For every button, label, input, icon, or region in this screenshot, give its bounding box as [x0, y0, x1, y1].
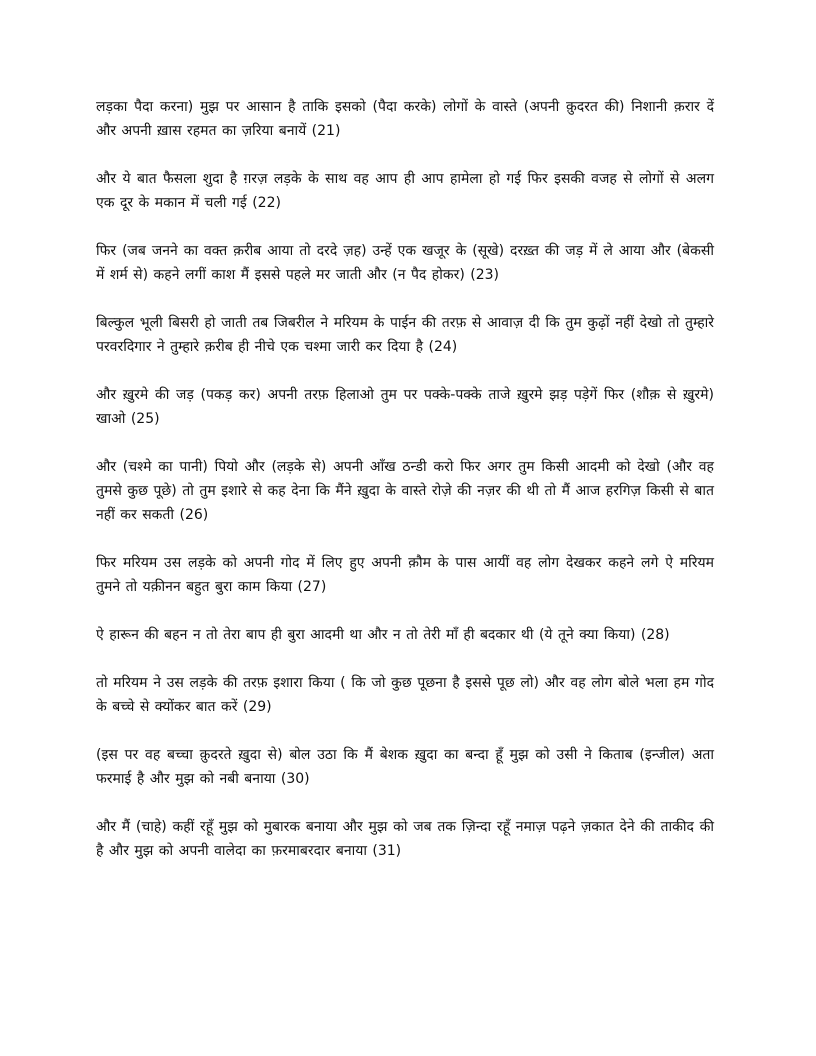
verse-21-paragraph: लड़का पैदा करना) मुझ पर आसान है ताकि इसको (पैदा करके) लोगों के वास्ते (अपनी क़ुदरत की) निशानी क़रार दें और अपनी ख़ास रहमत का ज़रिया बनायें (21): [96, 99, 714, 139]
verse-31-paragraph: और मैं (चाहे) कहीं रहूँ मुझ को मुबारक बनाया और मुझ को जब तक ज़िन्दा रहूँ नमाज़ पढ़ने ज़कात देने की ताकीद की है और मुझ को अपनी वालेदा का फ़रमाबरदार बनाया (31): [96, 819, 714, 859]
document-page: [96, 95, 714, 887]
verse-29-paragraph: तो मरियम ने उस लड़के की तरफ़ इशारा किया ( कि जो कुछ पूछना है इससे पूछ लो) और वह लोग बोले भला हम गोद के बच्चे से क्योंकर बात करें (29): [96, 675, 714, 715]
verse-28-paragraph: ऐ हारून की बहन न तो तेरा बाप ही बुरा आदमी था और न तो तेरी माँ ही बदकार थी (ये तूने क्या किया) (28): [96, 627, 670, 643]
verse-26-paragraph: और (चश्मे का पानी) पियो और (लड़के से) अपनी आँख ठन्डी करो फिर अगर तुम किसी आदमी को देखो (और वह तुमसे कुछ पूछे) तो तुम इशारे से कह देना कि मैंने ख़ुदा के वास्ते रोज़े की नज़र की थी तो मैं आज हरगिज़ किसी से बात नहीं कर सकती (26): [96, 459, 714, 523]
verse-23-paragraph: फिर (जब जनने का वक्त क़रीब आया तो दरदे ज़ह) उन्हें एक खजूर के (सूखे) दरख़्त की जड़ में ले आया और (बेकसी में शर्म से) कहने लगीं काश मैं इससे पहले मर जाती और (न पैद होकर) (23): [96, 243, 714, 283]
verse-22-paragraph: और ये बात फैसला शुदा है ग़रज़ लड़के के साथ वह आप ही आप हामेला हो गई फिर इसकी वजह से लोगों से अलग एक दूर के मकान में चली गई (22): [96, 171, 714, 211]
verse-30-paragraph: (इस पर वह बच्चा क़ुदरते ख़ुदा से) बोल उठा कि मैं बेशक ख़ुदा का बन्दा हूँ मुझ को उसी ने किताब (इन्जील) अता फरमाई है और मुझ को नबी बनाया (30): [96, 747, 714, 787]
verse-27-paragraph: फिर मरियम उस लड़के को अपनी गोद में लिए हुए अपनी क़ौम के पास आयीं वह लोग देखकर कहने लगे ऐ मरियम तुमने तो यक़ीनन बहुत बुरा काम किया (27): [96, 555, 714, 595]
verse-25-paragraph: और ख़ुरमे की जड़ (पकड़ कर) अपनी तरफ़ हिलाओ तुम पर पक्के-पक्के ताजे ख़ुरमे झड़ पड़ेगें फिर (शौक़ से ख़ुरमे) खाओ (25): [96, 387, 714, 427]
verse-24-paragraph: बिल्कुल भूली बिसरी हो जाती तब जिबरील ने मरियम के पाईन की तरफ़ से आवाज़ दी कि तुम कुढ़ों नहीं देखो तो तुम्हारे परवरदिगार ने तुम्हारे क़रीब ही नीचे एक चश्मा जारी कर दिया है (24): [96, 315, 714, 355]
